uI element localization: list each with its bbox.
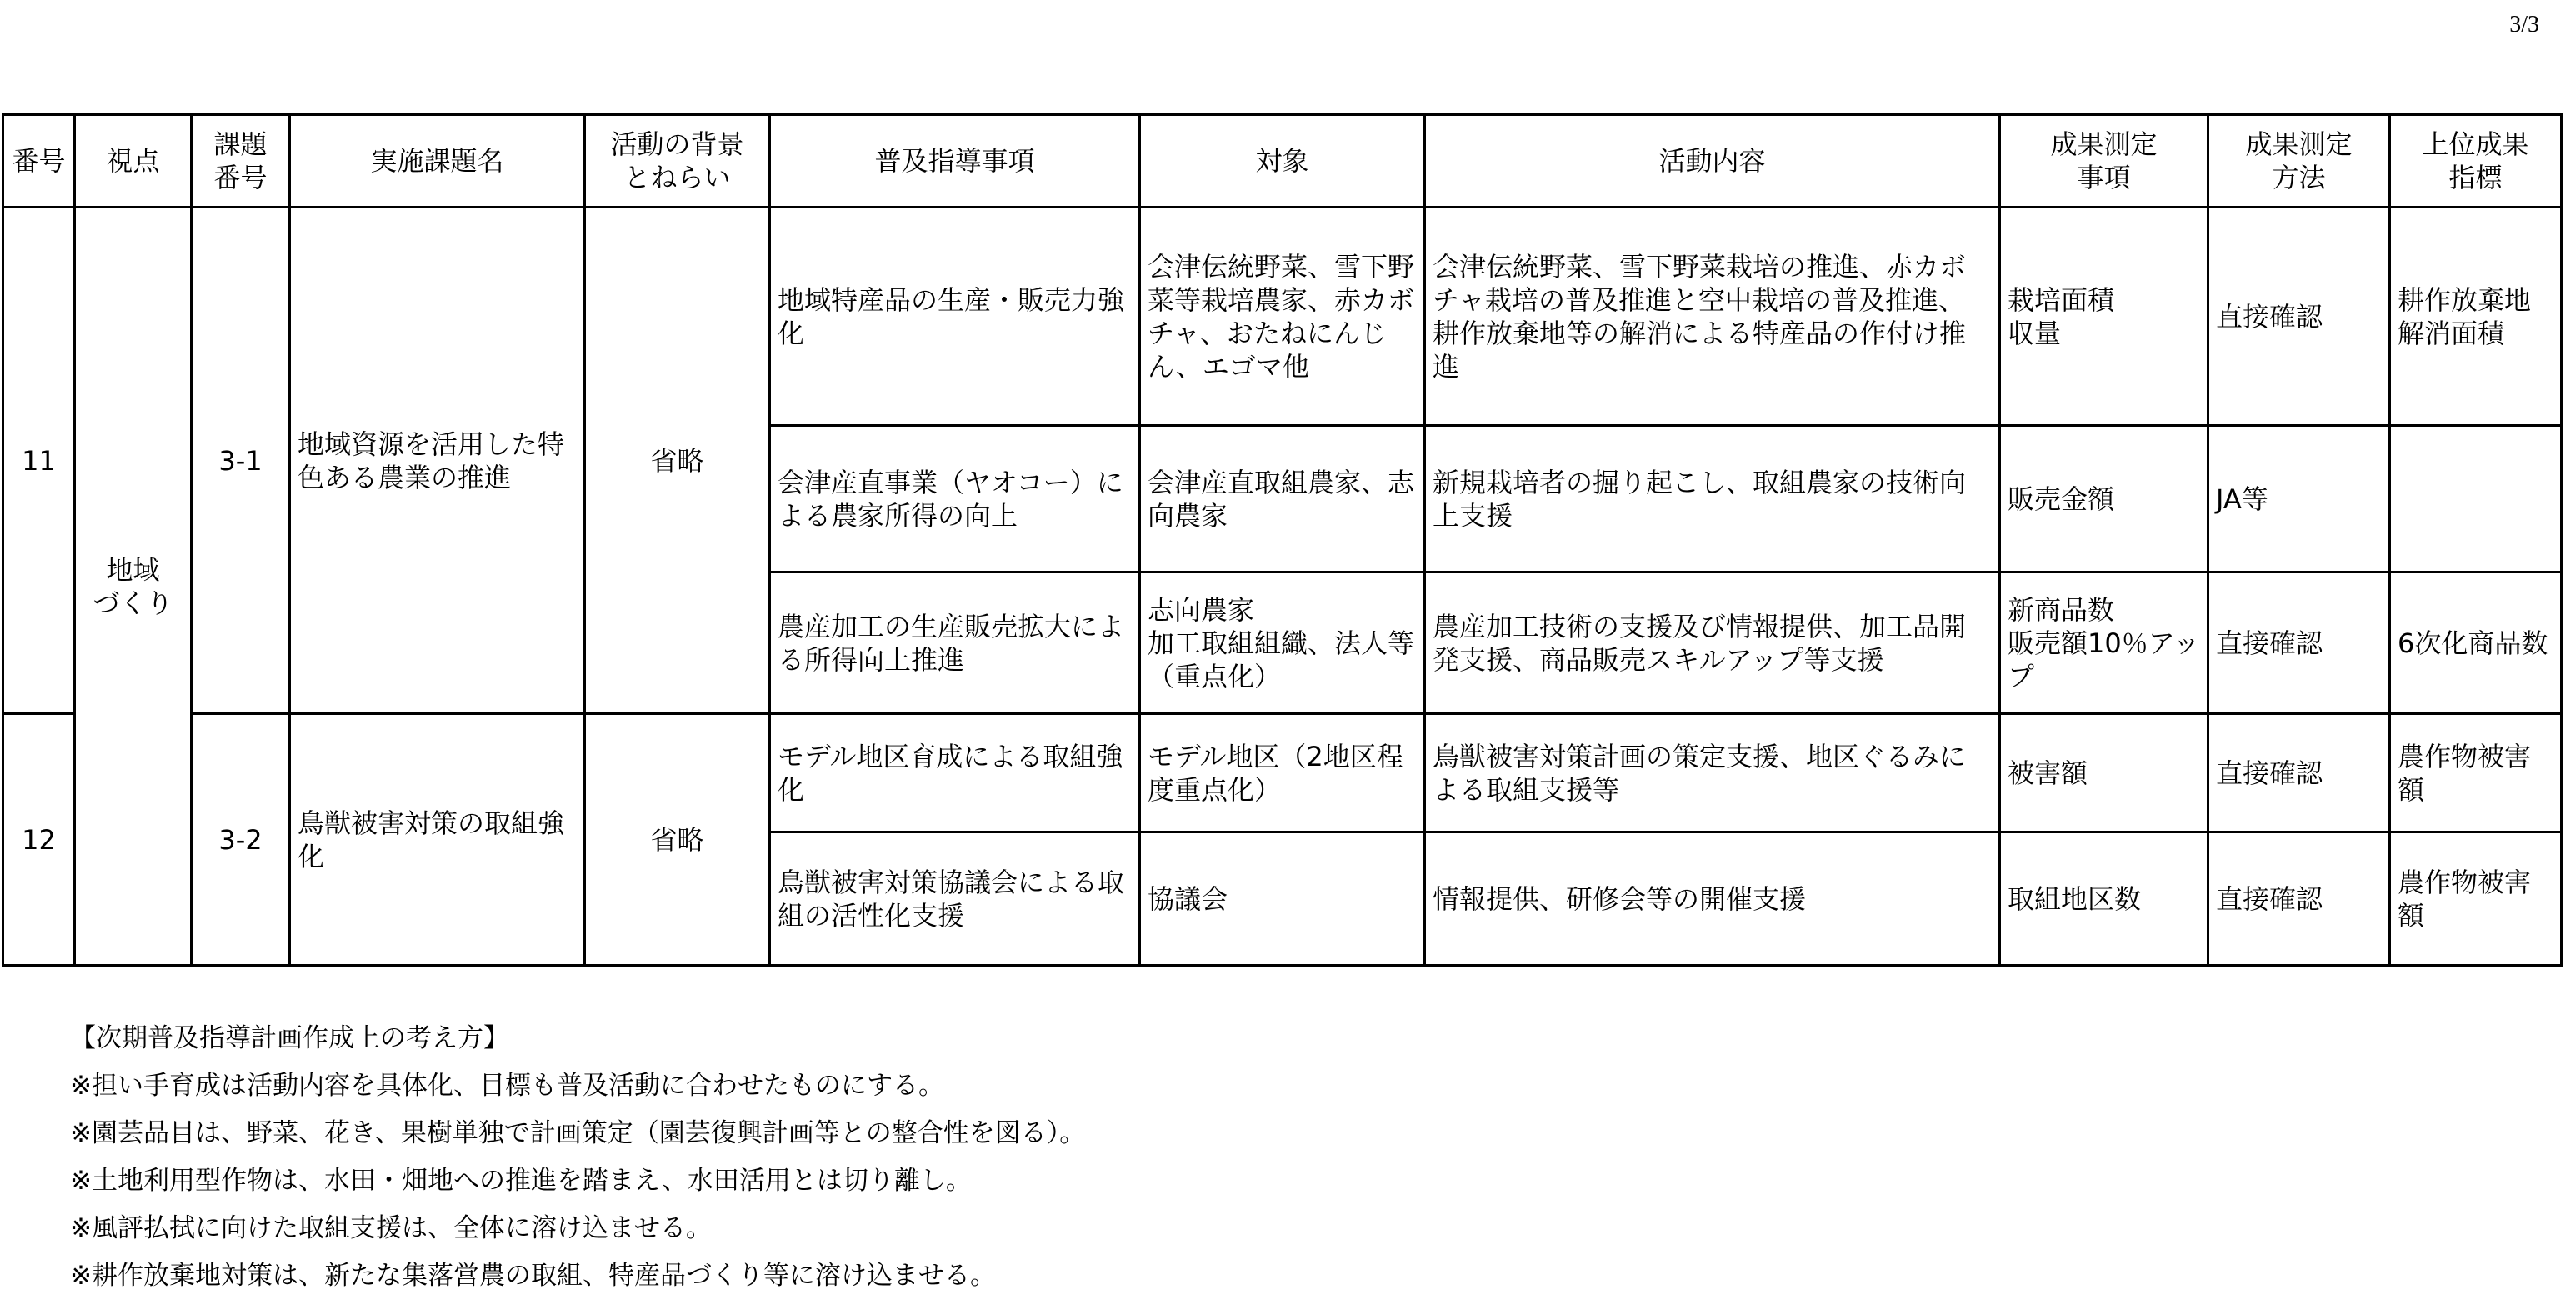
header-activity: 活動内容 xyxy=(1425,115,2000,208)
guidance-item: 地域特産品の生産・販売力強化 xyxy=(770,208,1140,426)
activity-cell: 新規栽培者の掘り起こし、取組農家の技術向上支援 xyxy=(1425,426,2000,572)
guidance-item: モデル地区育成による取組強化 xyxy=(770,714,1140,832)
header-guidance-item: 普及指導事項 xyxy=(770,115,1140,208)
target-cell: 協議会 xyxy=(1140,832,1425,966)
result-item: 被害額 xyxy=(2000,714,2208,832)
note-item: ※耕作放棄地対策は、新たな集落営農の取組、特産品づくり等に溶け込ませる。 xyxy=(70,1261,996,1291)
planning-notes xyxy=(70,1015,1085,1300)
activity-cell: 情報提供、研修会等の開催支援 xyxy=(1425,832,2000,966)
result-method: 直接確認 xyxy=(2208,832,2390,966)
result-method: 直接確認 xyxy=(2208,714,2390,832)
activity-cell: 会津伝統野菜、雪下野菜栽培の推進、赤カボチャ栽培の普及推進と空中栽培の普及推進、耕作放棄地等の解消による特産品の作付け推進 xyxy=(1425,208,2000,426)
target-cell: 会津産直取組農家、志向農家 xyxy=(1140,426,1425,572)
guidance-item: 鳥獣被害対策協議会による取組の活性化支援 xyxy=(770,832,1140,966)
task-number: 3-2 xyxy=(192,714,290,966)
result-item: 取組地区数 xyxy=(2000,832,2208,966)
upper-indicator xyxy=(2390,426,2562,572)
header-upper-indicator: 上位成果 指標 xyxy=(2390,115,2562,208)
background-cell: 省略 xyxy=(585,714,770,966)
header-number: 番号 xyxy=(3,115,75,208)
notes-heading: 【次期普及指導計画作成上の考え方】 xyxy=(70,1023,509,1053)
note-item: ※担い手育成は活動内容を具体化、目標も普及活動に合わせたものにする。 xyxy=(70,1071,944,1101)
guidance-item: 会津産直事業（ヤオコー）による農家所得の向上 xyxy=(770,426,1140,572)
target-cell: 会津伝統野菜、雪下野菜等栽培農家、赤カボチャ、おたねにんじん、エゴマ他 xyxy=(1140,208,1425,426)
note-item: ※土地利用型作物は、水田・畑地への推進を踏まえ、水田活用とは切り離し。 xyxy=(70,1166,972,1196)
result-method: 直接確認 xyxy=(2208,572,2390,714)
activity-cell: 鳥獣被害対策計画の策定支援、地区ぐるみによる取組支援等 xyxy=(1425,714,2000,832)
result-item: 販売金額 xyxy=(2000,426,2208,572)
guidance-item: 農産加工の生産販売拡大による所得向上推進 xyxy=(770,572,1140,714)
extension-plan-table xyxy=(2,113,2563,967)
activity-cell: 農産加工技術の支援及び情報提供、加工品開発支援、商品販売スキルアップ等支援 xyxy=(1425,572,2000,714)
row-number: 11 xyxy=(3,208,75,714)
table-row xyxy=(3,208,2562,426)
header-result-method: 成果測定 方法 xyxy=(2208,115,2390,208)
task-number: 3-1 xyxy=(192,208,290,714)
header-result-item: 成果測定 事項 xyxy=(2000,115,2208,208)
upper-indicator: 農作物被害額 xyxy=(2390,832,2562,966)
result-method: 直接確認 xyxy=(2208,208,2390,426)
header-viewpoint: 視点 xyxy=(75,115,192,208)
row-number: 12 xyxy=(3,714,75,966)
background-cell: 省略 xyxy=(585,208,770,714)
table-header-row xyxy=(3,115,2562,208)
header-task-name: 実施課題名 xyxy=(290,115,585,208)
header-target: 対象 xyxy=(1140,115,1425,208)
upper-indicator: 農作物被害額 xyxy=(2390,714,2562,832)
task-name: 地域資源を活用した特色ある農業の推進 xyxy=(290,208,585,714)
task-name: 鳥獣被害対策の取組強化 xyxy=(290,714,585,966)
page-number: 3/3 xyxy=(2509,12,2539,38)
result-method: JA等 xyxy=(2208,426,2390,572)
result-item: 新商品数 販売額10％アップ xyxy=(2000,572,2208,714)
result-item: 栽培面積 収量 xyxy=(2000,208,2208,426)
upper-indicator: 6次化商品数 xyxy=(2390,572,2562,714)
note-item: ※風評払拭に向けた取組支援は、全体に溶け込ませる。 xyxy=(70,1213,712,1243)
viewpoint-cell: 地域 づくり xyxy=(75,208,192,966)
header-background: 活動の背景 とねらい xyxy=(585,115,770,208)
table-row xyxy=(3,714,2562,832)
upper-indicator: 耕作放棄地 解消面積 xyxy=(2390,208,2562,426)
target-cell: モデル地区（2地区程度重点化） xyxy=(1140,714,1425,832)
note-item: ※園芸品目は、野菜、花き、果樹単独で計画策定（園芸復興計画等との整合性を図る）。 xyxy=(70,1118,1086,1148)
target-cell: 志向農家 加工取組組織、法人等（重点化） xyxy=(1140,572,1425,714)
header-task-number: 課題 番号 xyxy=(192,115,290,208)
